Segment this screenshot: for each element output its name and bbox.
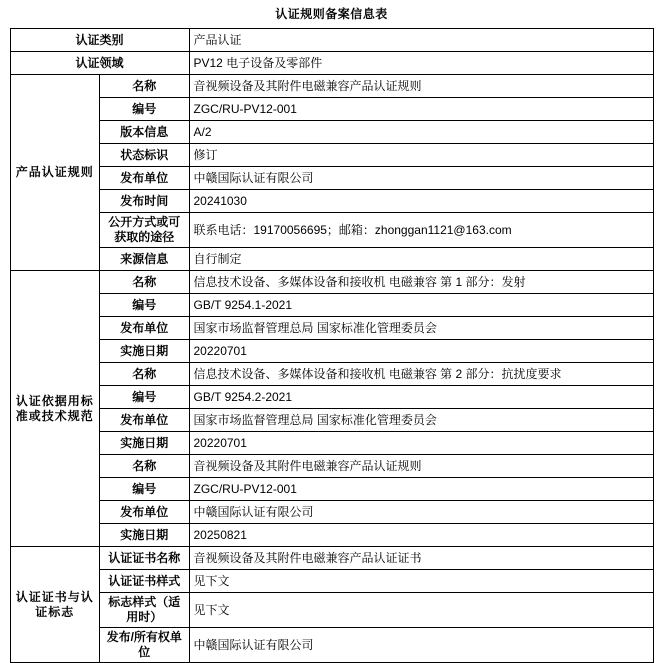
- table-row: [10, 409, 653, 432]
- table-row: [10, 455, 653, 478]
- row-label: 编号: [100, 294, 190, 317]
- row-label: 编号: [100, 478, 190, 501]
- row-label: 编号: [100, 98, 190, 121]
- table-row: [10, 524, 653, 547]
- section-header-certificate-and-mark: 认证证书与认证标志: [10, 547, 100, 663]
- row-label: 实施日期: [100, 524, 190, 547]
- row-value: 20241030: [189, 190, 653, 213]
- row-label: 名称: [100, 455, 190, 478]
- section-header-certification-standards: 认证依据用标准或技术规范: [10, 271, 100, 547]
- row-label: 认证证书名称: [100, 547, 190, 570]
- table-row: [10, 271, 653, 294]
- row-value: 见下文: [189, 593, 653, 628]
- row-value: 音视频设备及其附件电磁兼容产品认证规则: [189, 75, 653, 98]
- table-row: [10, 294, 653, 317]
- table-row: [10, 121, 653, 144]
- row-label: 发布/所有权单位: [100, 628, 190, 663]
- row-label: 名称: [100, 271, 190, 294]
- section-header-product-certification-rule: 产品认证规则: [10, 75, 100, 271]
- certification-rule-filing-table: [10, 28, 654, 663]
- row-value: PV12 电子设备及零部件: [189, 52, 653, 75]
- row-label: 名称: [100, 75, 190, 98]
- row-value: ZGC/RU-PV12-001: [189, 478, 653, 501]
- row-value: 见下文: [189, 570, 653, 593]
- row-value: 20220701: [189, 432, 653, 455]
- table-row: [10, 167, 653, 190]
- row-value: 音视频设备及其附件电磁兼容产品认证证书: [189, 547, 653, 570]
- row-label: 状态标识: [100, 144, 190, 167]
- table-row: [10, 478, 653, 501]
- row-label: 认证类别: [10, 29, 189, 52]
- row-value: ZGC/RU-PV12-001: [189, 98, 653, 121]
- row-label: 认证领域: [10, 52, 189, 75]
- row-label: 编号: [100, 386, 190, 409]
- row-value: 国家市场监督管理总局 国家标准化管理委员会: [189, 409, 653, 432]
- row-value: 中赣国际认证有限公司: [189, 167, 653, 190]
- row-label: 公开方式或可获取的途径: [100, 213, 190, 248]
- row-label: 标志样式（适用时）: [100, 593, 190, 628]
- row-value: A/2: [189, 121, 653, 144]
- row-label: 实施日期: [100, 432, 190, 455]
- row-value: 联系电话：19170056695；邮箱：zhonggan1121@163.com: [189, 213, 653, 248]
- row-label: 发布单位: [100, 317, 190, 340]
- table-row: [10, 75, 653, 98]
- table-row: [10, 593, 653, 628]
- row-value: 音视频设备及其附件电磁兼容产品认证规则: [189, 455, 653, 478]
- row-value: 中赣国际认证有限公司: [189, 501, 653, 524]
- row-label: 来源信息: [100, 248, 190, 271]
- page-title: 认证规则备案信息表: [275, 7, 388, 21]
- row-value: 自行制定: [189, 248, 653, 271]
- row-label: 认证证书样式: [100, 570, 190, 593]
- table-row: [10, 501, 653, 524]
- row-label: 名称: [100, 363, 190, 386]
- row-label: 发布单位: [100, 501, 190, 524]
- row-label: 版本信息: [100, 121, 190, 144]
- row-value: GB/T 9254.1-2021: [189, 294, 653, 317]
- row-value: 信息技术设备、多媒体设备和接收机 电磁兼容 第 1 部分：发射: [189, 271, 653, 294]
- table-row: [10, 317, 653, 340]
- row-value: 20250821: [189, 524, 653, 547]
- table-row: [10, 29, 653, 52]
- table-row: [10, 190, 653, 213]
- table-row: [10, 432, 653, 455]
- row-value: 国家市场监督管理总局 国家标准化管理委员会: [189, 317, 653, 340]
- table-row: [10, 248, 653, 271]
- table-row: [10, 52, 653, 75]
- table-row: [10, 144, 653, 167]
- row-value: 产品认证: [189, 29, 653, 52]
- table-row: [10, 213, 653, 248]
- row-label: 发布单位: [100, 167, 190, 190]
- row-value: 20220701: [189, 340, 653, 363]
- row-label: 实施日期: [100, 340, 190, 363]
- row-value: 信息技术设备、多媒体设备和接收机 电磁兼容 第 2 部分：抗扰度要求: [189, 363, 653, 386]
- table-row: [10, 628, 653, 663]
- row-label: 发布单位: [100, 409, 190, 432]
- row-value: GB/T 9254.2-2021: [189, 386, 653, 409]
- table-row: [10, 98, 653, 121]
- table-row: [10, 363, 653, 386]
- table-row: [10, 340, 653, 363]
- row-value: 修订: [189, 144, 653, 167]
- table-row: [10, 386, 653, 409]
- row-value: 中赣国际认证有限公司: [189, 628, 653, 663]
- table-row: [10, 570, 653, 593]
- table-row: [10, 547, 653, 570]
- row-label: 发布时间: [100, 190, 190, 213]
